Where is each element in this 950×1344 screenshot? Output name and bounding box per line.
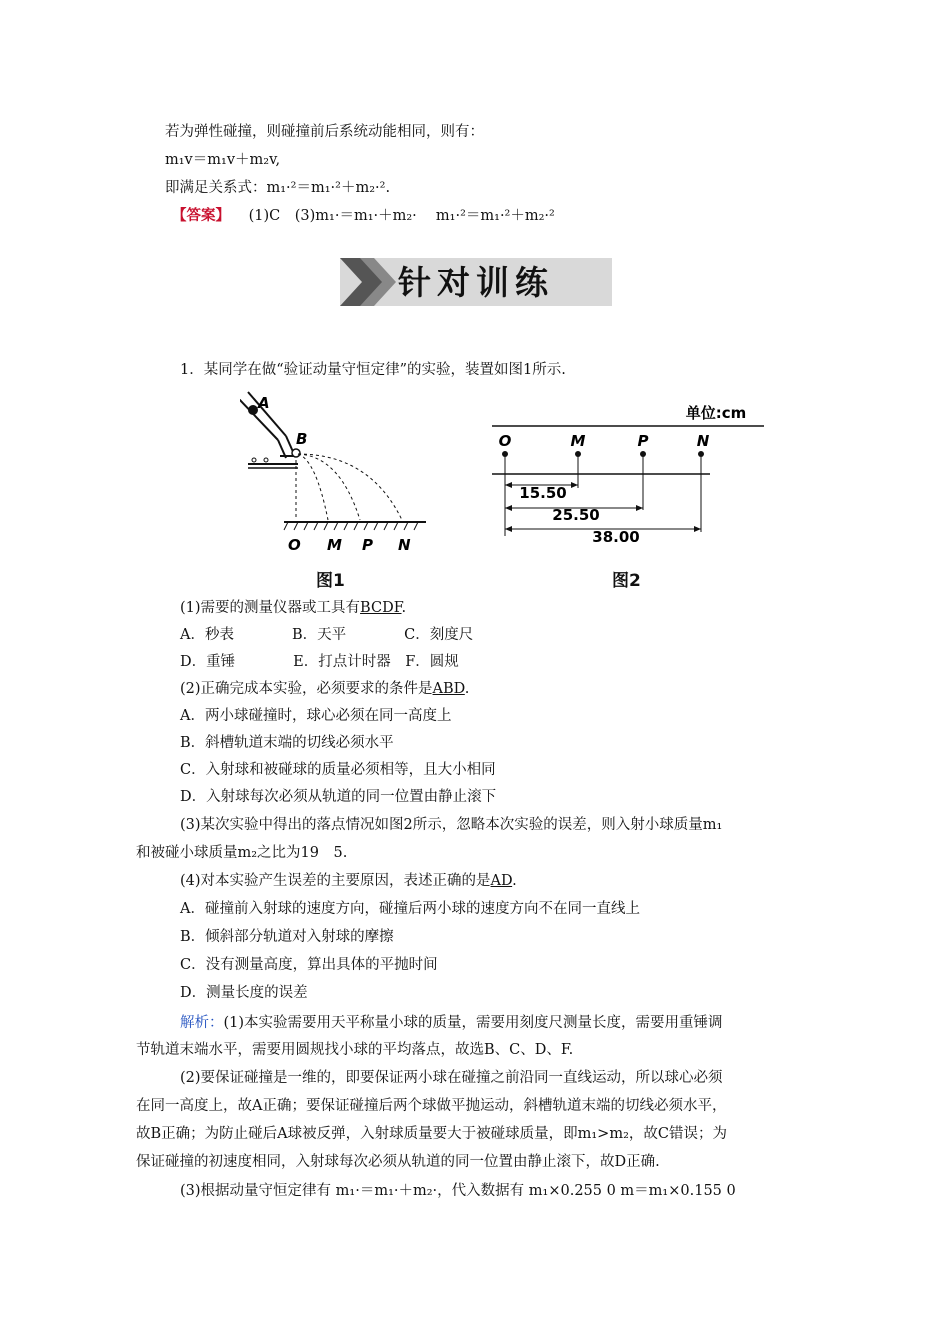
q1-options-2: D．重锤 E．打点计时器 F．圆规 bbox=[180, 654, 459, 670]
figure-1-apparatus bbox=[240, 390, 440, 560]
answer-tag: 【答案】 bbox=[172, 207, 230, 224]
q2: (2)正确完成本实验，必须要求的条件是ABD. bbox=[180, 681, 470, 697]
svg-text:O: O bbox=[498, 432, 512, 450]
q2-answer: ABD bbox=[432, 681, 465, 697]
q4-option-b: B．倾斜部分轨道对入射球的摩擦 bbox=[180, 929, 394, 945]
q1: (1)需要的测量仪器或工具有BCDF. bbox=[180, 600, 407, 616]
q3-line-2: 和被碰小球质量m₂之比为19 5. bbox=[136, 845, 348, 861]
q4-option-c: C．没有测量高度，算出具体的平抛时间 bbox=[180, 957, 438, 973]
question-stem: 1．某同学在做“验证动量守恒定律”的实验，装置如图1所示. bbox=[180, 362, 566, 378]
q4-option-a: A．碰撞前入射球的速度方向，碰撞后两小球的速度方向不在同一直线上 bbox=[180, 901, 640, 917]
svg-text:M: M bbox=[570, 432, 586, 450]
text-line: 若为弹性碰撞，则碰撞前后系统动能相同，则有： bbox=[165, 124, 484, 140]
answer-line bbox=[172, 206, 555, 226]
label-o: O bbox=[288, 536, 301, 554]
solution-2-line-2: 在同一高度上，故A正确；要保证碰撞后两个球做平抛运动，斜槽轨道末端的切线必须水平， bbox=[136, 1098, 727, 1114]
svg-text:N: N bbox=[696, 432, 710, 450]
solution-tag: 解析： bbox=[180, 1015, 224, 1031]
q4-option-d: D．测量长度的误差 bbox=[180, 985, 308, 1001]
solution-2-line-3: 故B正确；为防止碰后A球被反弹，入射球质量要大于被碰球质量，即m₁>m₂，故C错误；为 bbox=[136, 1126, 727, 1142]
label-n: N bbox=[398, 536, 411, 554]
solution-3-line-1: (3)根据动量守恒定律有 m₁·＝m₁·＋m₂·，代入数据有 m₁×0.255 0 m＝m₁×0.155 0 bbox=[180, 1183, 736, 1199]
figure-2-caption: 图2 bbox=[612, 571, 641, 591]
q2-option-b: B．斜槽轨道末端的切线必须水平 bbox=[180, 735, 394, 751]
q3-line-1: (3)某次实验中得出的落点情况如图2所示，忽略本次实验的误差，则入射小球质量m₁ bbox=[180, 817, 723, 833]
solution-2-line-1: (2)要保证碰撞是一维的，即要保证两小球在碰撞之前沿同一直线运动，所以球心必须 bbox=[180, 1070, 723, 1086]
distance-op: 25.50 bbox=[552, 506, 600, 524]
distance-om: 15.50 bbox=[519, 484, 567, 502]
answer-text: (1)C (3)m₁·＝m₁·＋m₂· m₁·²＝m₁·²＋m₂·² bbox=[248, 208, 555, 224]
banner-title: 针对训练 bbox=[398, 263, 554, 302]
label-m: M bbox=[327, 536, 342, 554]
solution-1-line-1: 解析：(1)本实验需要用天平称量小球的质量，需要用刻度尺测量长度，需要用重锤调 bbox=[180, 1015, 723, 1031]
q1-answer: BCDF bbox=[360, 600, 402, 616]
label-b: B bbox=[296, 430, 308, 448]
q2-option-d: D．入射球每次必须从轨道的同一位置由静止滚下 bbox=[180, 789, 497, 805]
text-line: m₁v＝m₁v＋m₂v, bbox=[165, 152, 281, 168]
figure-2-measurements bbox=[488, 398, 768, 548]
q4: (4)对本实验产生误差的主要原因，表述正确的是AD. bbox=[180, 873, 517, 889]
q4-answer: AD bbox=[490, 873, 513, 889]
figure-1-caption: 图1 bbox=[316, 571, 345, 591]
solution-2-line-4: 保证碰撞的初速度相同，入射球每次必须从轨道的同一位置由静止滚下，故D正确. bbox=[136, 1154, 660, 1170]
q2-option-a: A．两小球碰撞时，球心必须在同一高度上 bbox=[180, 708, 452, 724]
text-line: 即满足关系式：m₁·²＝m₁·²＋m₂·². bbox=[165, 180, 391, 196]
unit-label: 单位:cm bbox=[685, 404, 747, 422]
svg-text:P: P bbox=[637, 432, 649, 450]
label-a: A bbox=[258, 394, 270, 412]
solution-1-line-2: 节轨道末端水平，需要用圆规找小球的平均落点，故选B、C、D、F. bbox=[136, 1042, 574, 1058]
label-p: P bbox=[362, 536, 373, 554]
q2-option-c: C．入射球和被碰球的质量必须相等，且大小相同 bbox=[180, 762, 496, 778]
distance-on: 38.00 bbox=[592, 528, 640, 546]
q1-options-1: A．秒表 B．天平 C．刻度尺 bbox=[180, 627, 474, 643]
